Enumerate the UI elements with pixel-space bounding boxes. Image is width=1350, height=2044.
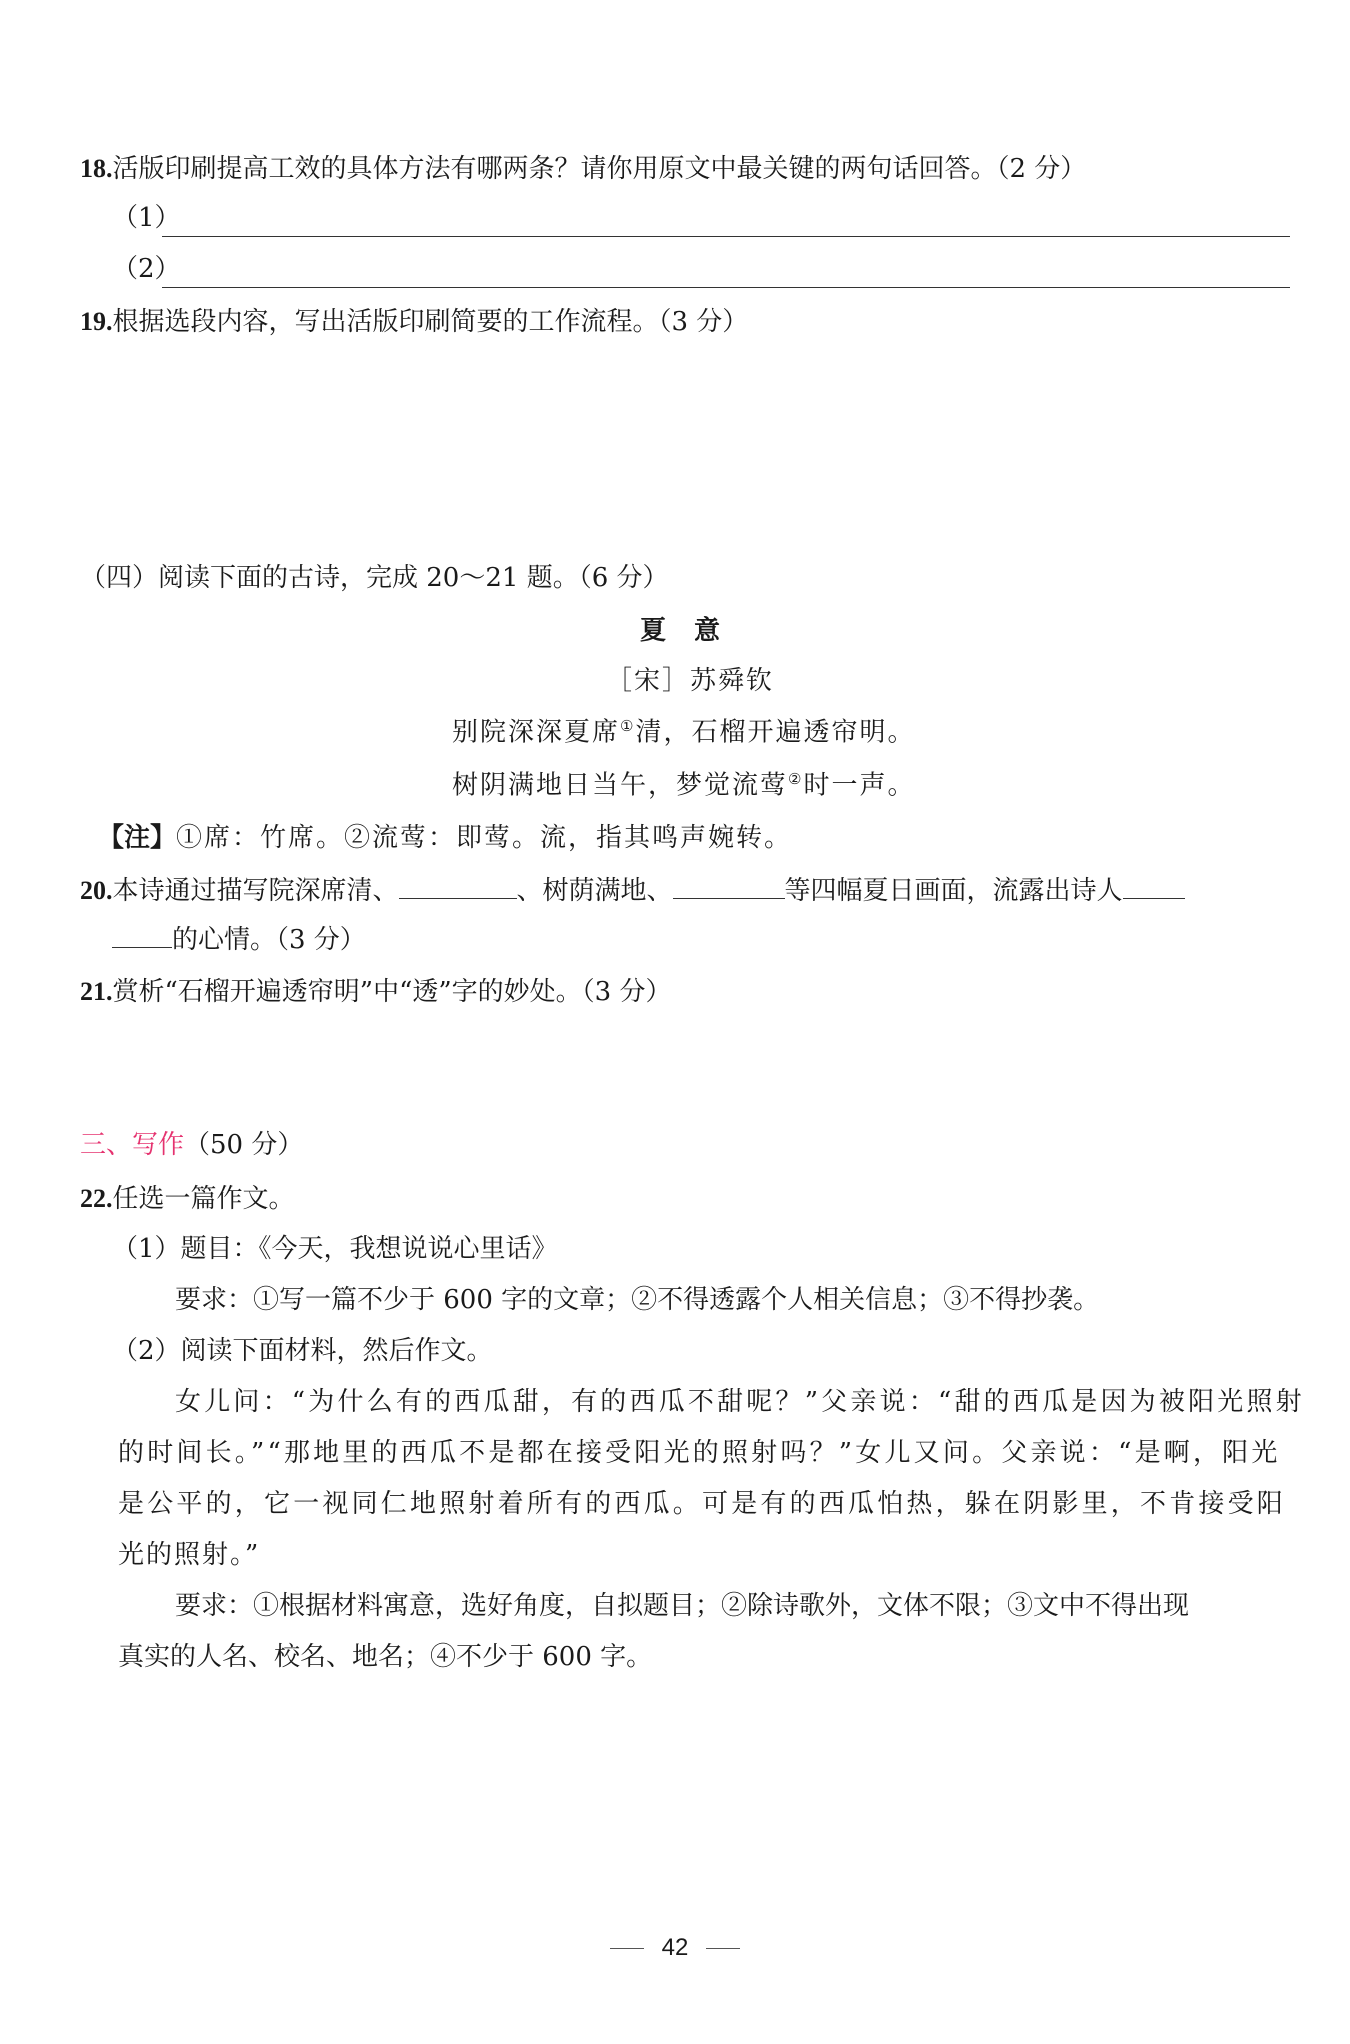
option-2-requirements-2: 真实的人名、校名、地名；④不少于 600 字。 [118, 1642, 653, 1672]
material-line-3: 是公平的，它一视同仁地照射着所有的西瓜。可是有的西瓜怕热，躲在阴影里，不肯接受阳 [118, 1489, 1287, 1519]
question-22 [80, 1183, 295, 1215]
question-text: 任选一篇作文。 [112, 1184, 295, 1214]
note-text: ①席：竹席。②流莺：即莺。流，指其鸣声婉转。 [176, 823, 793, 853]
material-line-1: 女儿问：“为什么有的西瓜甜，有的西瓜不甜呢？”父亲说：“甜的西瓜是因为被阳光照射 [175, 1387, 1305, 1417]
option-1-requirements: 要求：①写一篇不少于 600 字的文章；②不得透露个人相关信息；③不得抄袭。 [175, 1285, 1100, 1315]
section-label: 三、写作 [80, 1130, 185, 1160]
question-text: 根据选段内容，写出活版印刷简要的工作流程。（3 分） [112, 307, 749, 337]
footnote-marker: ① [620, 717, 636, 735]
question-text: 赏析“石榴开遍透帘明”中“透”字的妙处。（3 分） [112, 977, 672, 1007]
question-21 [80, 976, 671, 1008]
poem-note [98, 823, 792, 854]
answer-label-1: （1） [112, 203, 181, 233]
option-2-title: （2）阅读下面材料，然后作文。 [112, 1336, 493, 1366]
question-20: 20.本诗通过描写院深席清、 、树荫满地、 等四幅夏日画面，流露出诗人 [80, 875, 1185, 907]
fill-blank-3-cont[interactable] [112, 925, 172, 948]
page-number: 42 [661, 1934, 689, 1961]
answer-line-2[interactable] [162, 287, 1290, 288]
poem-line-1: 别院深深夏席①清，石榴开遍透帘明。 [452, 717, 916, 748]
poem-author: ［宋］苏舜钦 [606, 666, 775, 696]
fill-blank-3[interactable] [1123, 876, 1185, 899]
answer-label-2: （2） [112, 254, 181, 284]
question-19 [80, 306, 748, 338]
answer-line-1[interactable] [162, 236, 1290, 237]
question-number: 20. [80, 876, 113, 905]
poem-line-2: 树阴满地日当午，梦觉流莺②时一声。 [452, 770, 916, 801]
question-number: 18. [80, 154, 113, 183]
option-2-requirements-1: 要求：①根据材料寓意，选好角度，自拟题目；②除诗歌外，文体不限；③文中不得出现 [175, 1591, 1190, 1621]
question-number: 21. [80, 977, 113, 1006]
question-20-cont: 的心情。（3 分） [112, 925, 366, 956]
question-number: 19. [80, 307, 113, 336]
section-points: （50 分） [184, 1130, 304, 1160]
question-18 [80, 153, 1086, 185]
option-1-title: （1）题目：《今天，我想说说心里话》 [112, 1234, 558, 1264]
divider [706, 1948, 740, 1949]
answer-space-19[interactable] [80, 350, 1280, 550]
section-heading: （四）阅读下面的古诗，完成 20～21 题。（6 分） [80, 563, 669, 593]
footnote-marker: ② [788, 770, 804, 788]
note-label: 【注】 [98, 823, 177, 853]
material-line-2: 的时间长。”“那地里的西瓜不是都在接受阳光的照射吗？”女儿又问。父亲说：“是啊，阳光 [118, 1438, 1281, 1468]
fill-blank-1[interactable] [399, 876, 517, 899]
page-footer [0, 1934, 1350, 1962]
poem-title: 夏意 [640, 616, 749, 646]
material-line-4: 光的照射。” [118, 1540, 261, 1570]
question-number: 22. [80, 1184, 113, 1213]
divider [610, 1948, 644, 1949]
fill-blank-2[interactable] [673, 876, 785, 899]
question-text: 活版印刷提高工效的具体方法有哪两条？请你用原文中最关键的两句话回答。（2 分） [112, 154, 1087, 184]
writing-section-heading [80, 1130, 303, 1161]
